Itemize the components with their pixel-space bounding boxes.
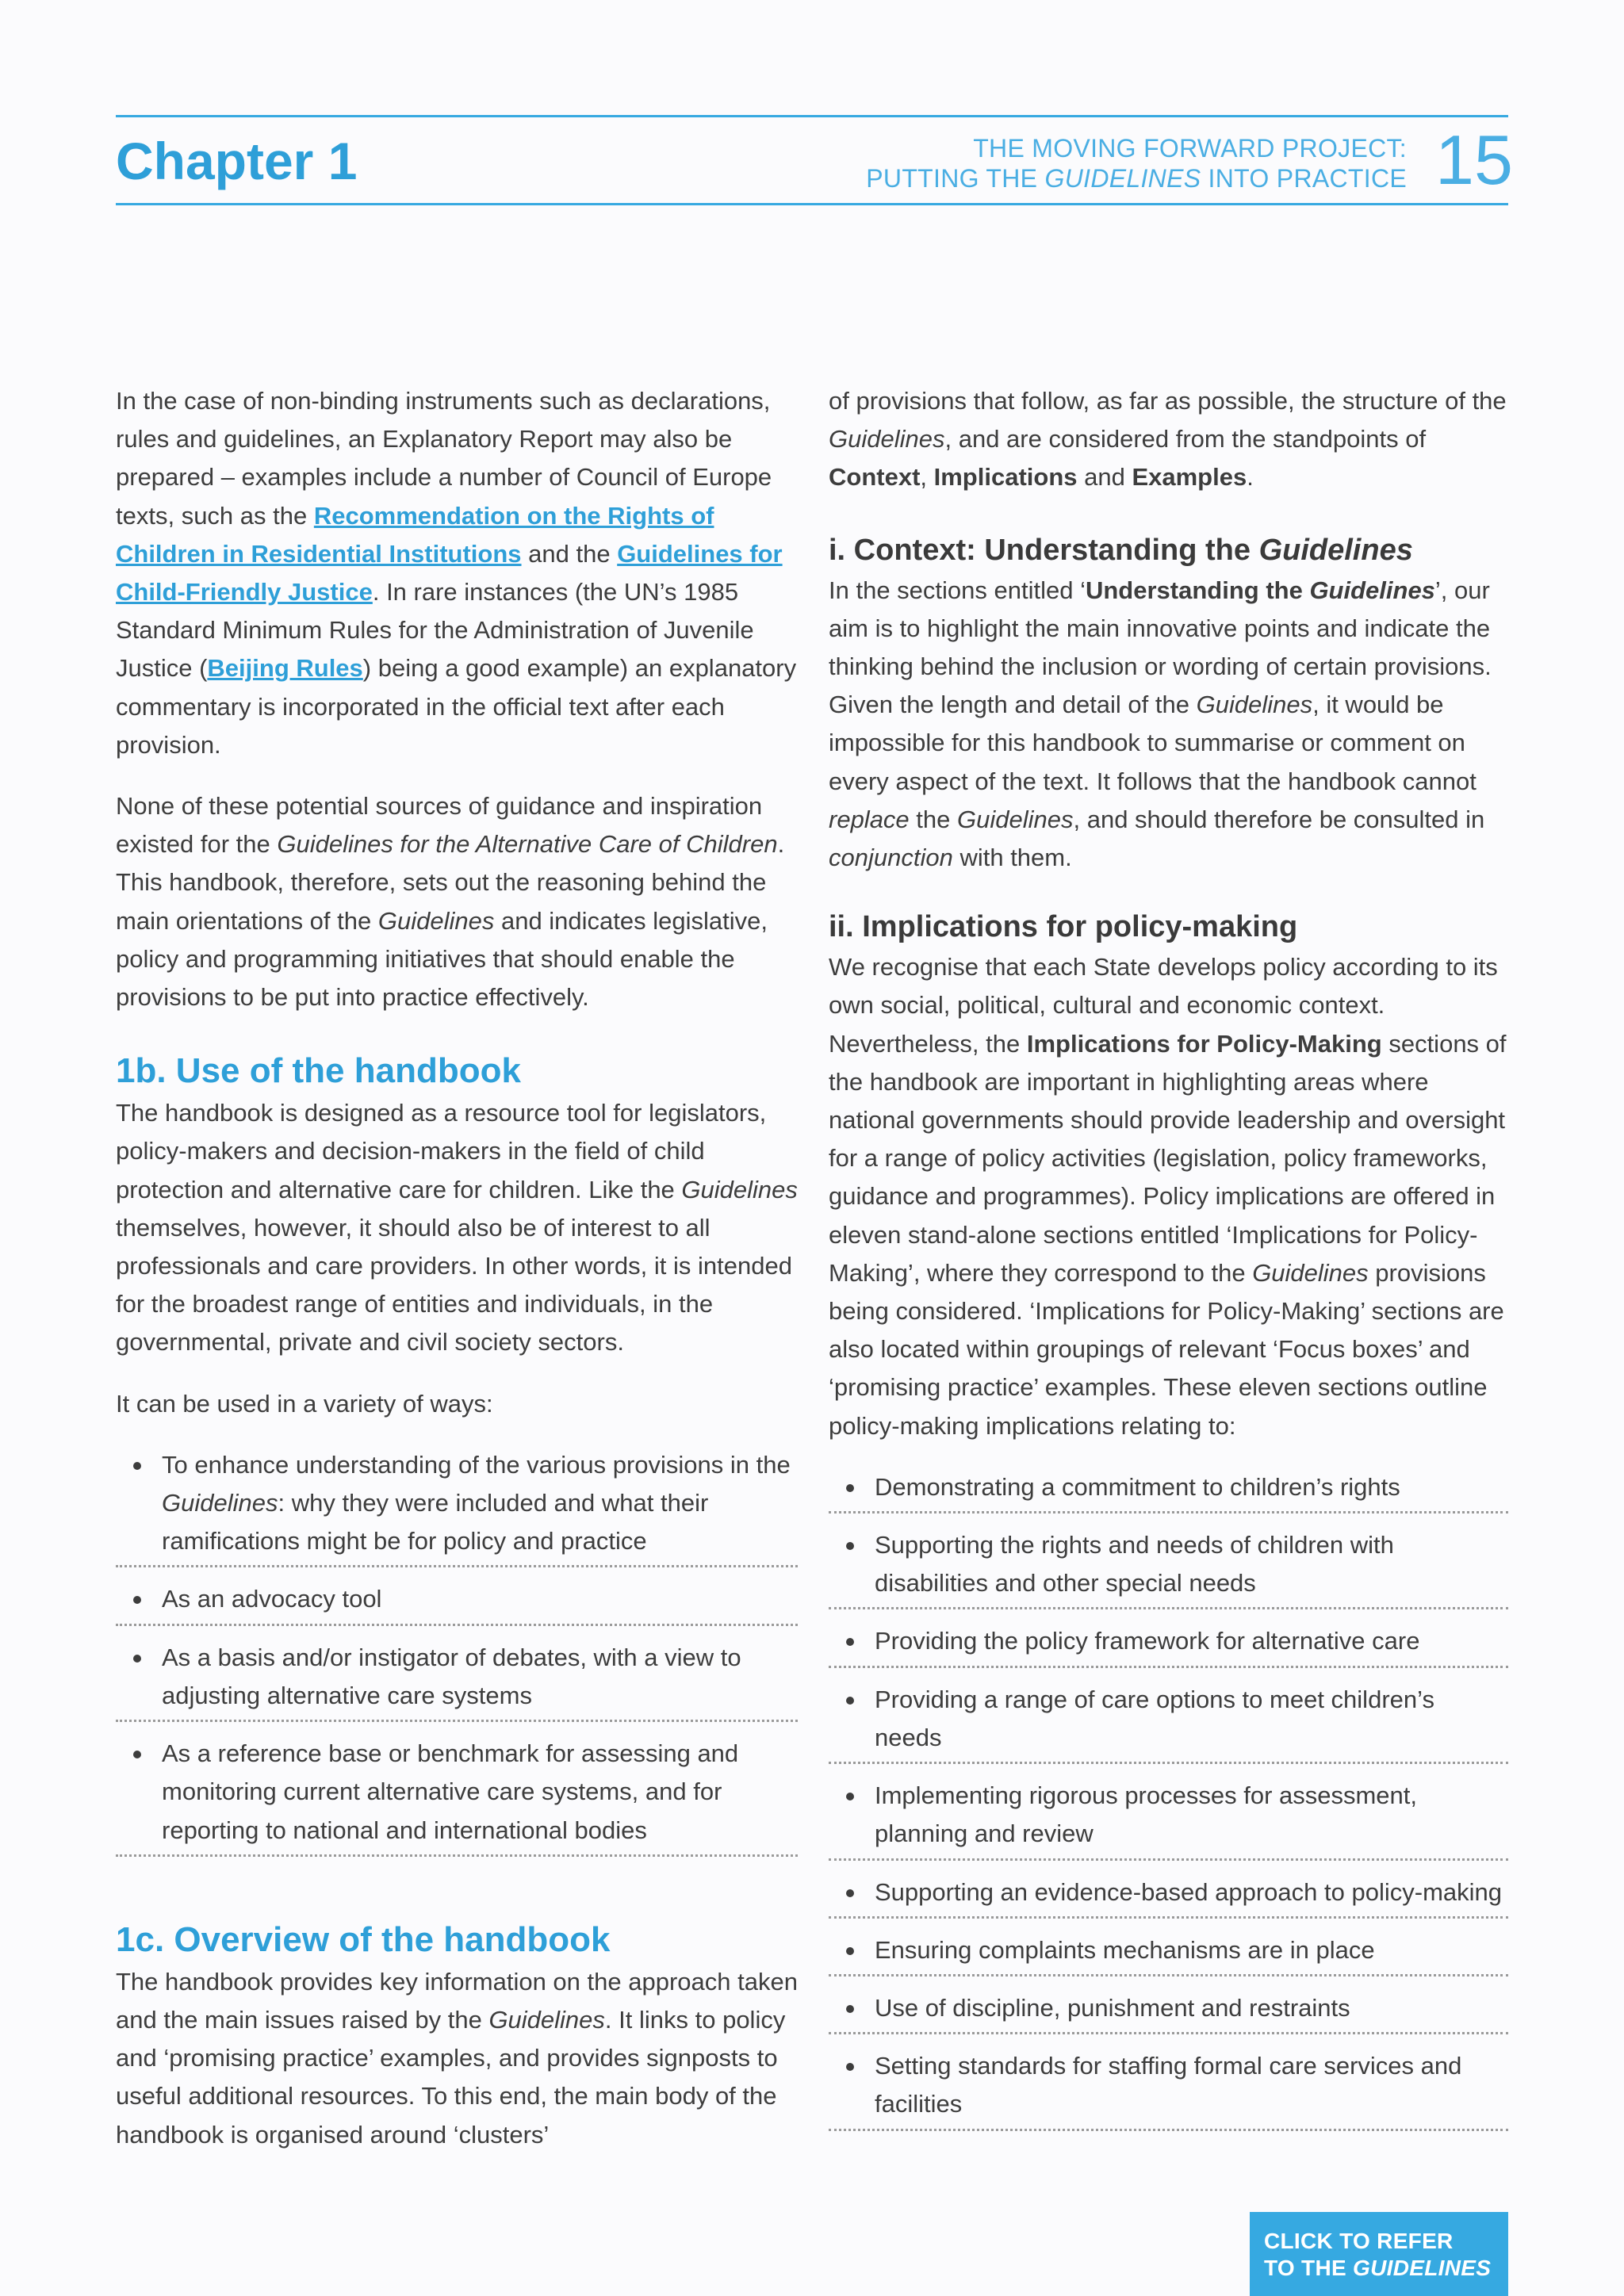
list-item: Supporting an evidence-based approach to policy-making xyxy=(829,1873,1508,1919)
link-beijing-rules[interactable]: Beijing Rules xyxy=(207,654,363,683)
cta-line1: CLICK TO REFER xyxy=(1264,2229,1454,2253)
paragraph-sources-of-guidance: None of these potential sources of guidance and inspiration existed for the Guidelines for the Alternative Care of Children. This handbook, therefore, sets out the reasoning behind the main orientations of the Guidelines and indicates legislative, policy and programming initiatives that should enable the provisions to be put into practice effectively. xyxy=(116,792,785,1012)
list-item: As a reference base or benchmark for assessing and monitoring current alternative care systems, and for reporting to national and international bodies xyxy=(116,1735,798,1857)
left-column xyxy=(116,382,798,2177)
header-rule-bottom xyxy=(116,203,1508,205)
paragraph-clusters-continued: of provisions that follow, as far as possible, the structure of the Guidelines, and are considered from the standpoints of Context, Implications and Examples. xyxy=(829,387,1507,492)
chapter-title: Chapter 1 xyxy=(116,132,358,190)
list-item: As an advocacy tool xyxy=(116,1580,798,1625)
list-item: Demonstrating a commitment to children’s rights xyxy=(829,1468,1508,1513)
link-guidelines-child-friendly-justice[interactable]: Guidelines for Child-Friendly Justice xyxy=(116,539,783,607)
list-item: As a basis and/or instigator of debates, with a view to adjusting alternative care systems xyxy=(116,1639,798,1722)
list-item: Supporting the rights and needs of children with disabilities and other special needs xyxy=(829,1526,1508,1609)
cta-line2: TO THE GUIDELINES xyxy=(1264,2256,1492,2280)
header-rule-top xyxy=(116,115,1508,117)
running-header-line1: THE MOVING FORWARD PROJECT: xyxy=(973,134,1407,163)
heading-context: i. Context: Understanding the Guidelines xyxy=(829,533,1413,567)
heading-use-of-handbook: 1b. Use of the handbook xyxy=(116,1051,521,1091)
heading-overview-of-handbook: 1c. Overview of the handbook xyxy=(116,1919,611,1959)
running-header-line2: PUTTING THE GUIDELINES INTO PRACTICE xyxy=(866,164,1407,193)
implications-list xyxy=(829,1468,1508,2131)
list-item: Ensuring complaints mechanisms are in place xyxy=(829,1931,1508,1976)
paragraph-overview: The handbook provides key information on the approach taken and the main issues raised by the Guidelines. It links to policy and ‘promising practice’ examples, and provides signposts to useful additional resources. To this end, the main body of the handbook is organised around ‘clusters’ xyxy=(116,1967,798,2149)
paragraph-implications: We recognise that each State develops policy according to its own social, political, cultural and economic context. Nevertheless, the Implications for Policy-Making sections of the handbook are important in highlighting areas where national governments should provide leadership and oversight for a range of policy activities (legislation, policy frameworks, guidance and programmes). Policy implications are offered in eleven stand-alone sections entitled ‘Implications for Policy-Making’, where they correspond to the Guidelines provisions being considered. ‘Implications for Policy-Making’ sections are also located within groupings of relevant ‘Focus boxes’ and ‘promising practice’ examples. These eleven sections outline policy-making implications relating to: xyxy=(829,953,1507,1440)
list-item: Implementing rigorous processes for assessment, planning and review xyxy=(829,1777,1508,1860)
paragraph-resource-tool: The handbook is designed as a resource tool for legislators, policy-makers and decision-makers in the field of child protection and alternative care for children. Like the Guidelines themselves, however, it should also be of interest to all professionals and care providers. In other words, it is intended for the broadest range of entities and individuals, in the governmental, private and civil society sectors. xyxy=(116,1099,798,1357)
uses-list xyxy=(116,1446,798,1857)
running-header xyxy=(866,133,1407,193)
link-recommendation-residential[interactable]: Recommendation on the Rights of Children in Residential Institutions xyxy=(116,501,714,568)
list-item: Use of discipline, punishment and restraints xyxy=(829,1989,1508,2034)
refer-to-guidelines-button[interactable] xyxy=(1250,2212,1508,2296)
heading-implications: ii. Implications for policy-making xyxy=(829,910,1298,944)
list-item: Providing a range of care options to meet children’s needs xyxy=(829,1681,1508,1764)
list-item: To enhance understanding of the various provisions in the Guidelines: why they were included and what their ramifications might be for policy and practice xyxy=(116,1446,798,1568)
page-number: 15 xyxy=(1435,121,1513,199)
paragraph-ways-intro: It can be used in a variety of ways: xyxy=(116,1389,493,1418)
list-item: Setting standards for staffing formal care services and facilities xyxy=(829,2047,1508,2130)
list-item: Providing the policy framework for alternative care xyxy=(829,1622,1508,1667)
paragraph-explanatory-report: In the case of non-binding instruments such as declarations, rules and guidelines, an Explanatory Report may also be prepared – examples include a number of Council of Europe texts, such as the Recommendation on the Rights of Children in Residential Institutions and the Guidelines for Child-Friendly Justice. In rare instances (the UN’s 1985 Standard Minimum Rules for the Administration of Juvenile Justice (Beijing Rules) being a good example) an explanatory commentary is incorporated in the official text after each provision. xyxy=(116,387,797,759)
paragraph-context: In the sections entitled ‘Understanding the Guidelines’, our aim is to highlight the main innovative points and indicate the thinking behind the inclusion or wording of certain provisions. Given the length and detail of the Guidelines, it would be impossible for this handbook to summarise or comment on every aspect of the text. It follows that the handbook cannot replace the Guidelines, and should therefore be consulted in conjunction with them. xyxy=(829,576,1492,872)
right-column xyxy=(829,382,1508,2154)
